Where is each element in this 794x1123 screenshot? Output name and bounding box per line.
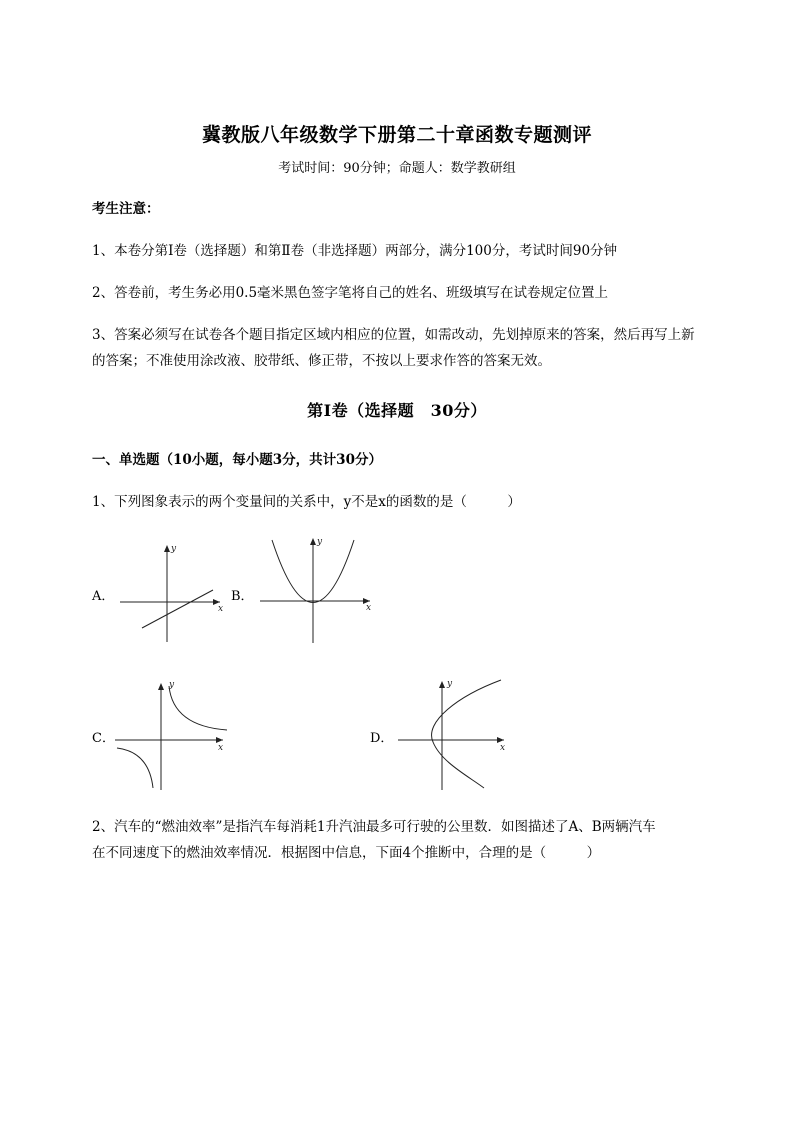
svg-text:x: x [218,604,224,614]
notice-item-3-cont: 的答案；不准使用涂改液、胶带纸、修正带，不按以上要求作答的答案无效。 [92,353,551,369]
exam-info: 考试时间：90分钟；命题人：数学教研组 [278,161,516,176]
notice-heading: 考生注意： [92,201,160,217]
svg-text:x: x [366,603,372,613]
part-title: 一、单选题（10小题，每小题3分，共计30分） [92,452,382,468]
question-1: 1、下列图象表示的两个变量间的关系中，y不是x的函数的是（ ） [92,494,521,510]
question-2-line-2: 在不同速度下的燃油效率情况．根据图中信息，下面4个推断中，合理的是（ ） [92,845,601,861]
option-d-label: D． [370,731,394,746]
svg-text:y: y [317,537,323,547]
svg-text:y: y [447,679,453,689]
option-d-graph [396,676,514,792]
svg-text:y: y [169,680,175,690]
notice-item-3: 3、答案必须写在试卷各个题目指定区域内相应的位置，如需改动，先划掉原来的答案，然后再写上新 [92,327,695,343]
question-2-line-1: 2、汽车的“燃油效率”是指汽车每消耗1升汽油最多可行驶的公里数．如图描述了A、B两辆汽车 [92,819,656,835]
svg-text:x: x [500,743,506,753]
svg-text:x: x [218,743,224,753]
option-a-graph [115,540,230,645]
section-title: 第I卷（选择题 30分） [307,401,487,420]
option-a-label: A． [92,589,115,604]
option-c-label: C． [92,731,115,746]
notice-item-2: 2、答卷前，考生务必用0.5毫米黑色签字笔将自己的姓名、班级填写在试卷规定位置上 [92,285,609,301]
page-title: 冀教版八年级数学下册第二十章函数专题测评 [201,124,592,146]
svg-text:y: y [171,544,177,554]
option-c-graph [113,678,233,793]
notice-item-1: 1、本卷分第I卷（选择题）和第Ⅱ卷（非选择题）两部分，满分100分，考试时间90分钟 [92,243,618,259]
option-b-label: B． [231,589,254,604]
option-b-graph [258,535,373,645]
